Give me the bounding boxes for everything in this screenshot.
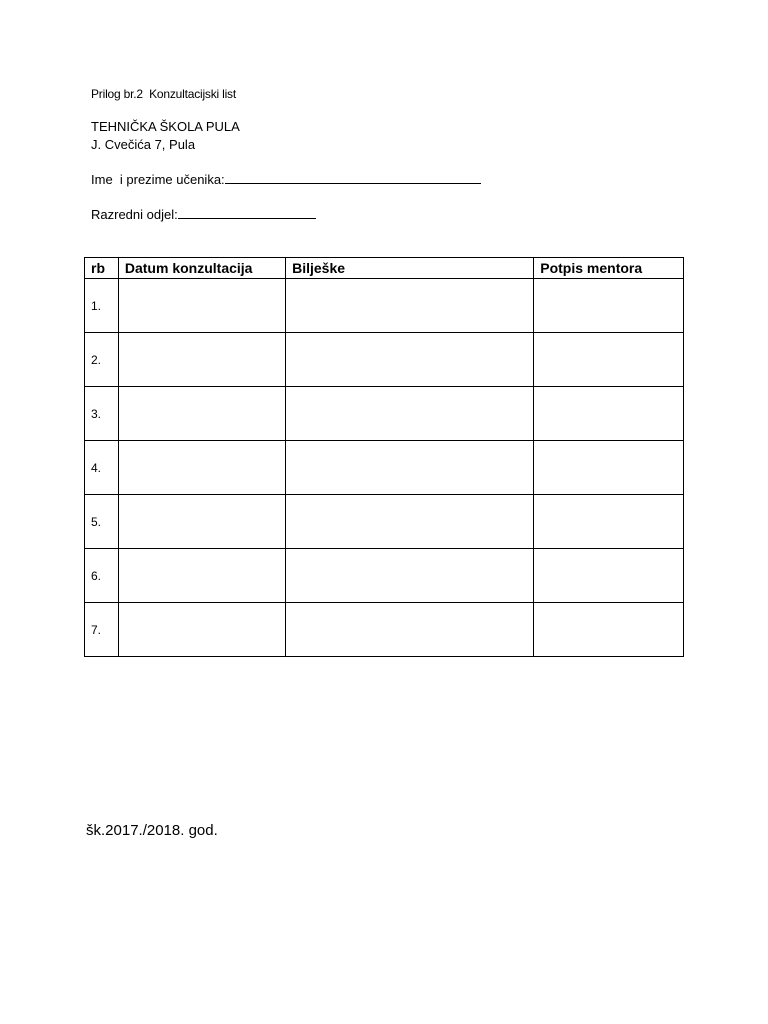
column-header-biljeske: Bilješke [286, 258, 534, 279]
cell-potpis[interactable] [534, 441, 684, 495]
cell-datum[interactable] [118, 333, 285, 387]
school-address: J. Cvečića 7, Pula [91, 137, 196, 152]
cell-potpis[interactable] [534, 279, 684, 333]
cell-biljeske[interactable] [286, 603, 534, 657]
table-row [85, 495, 684, 549]
class-field [91, 206, 316, 223]
student-name-field [91, 171, 481, 188]
table-header-row [85, 258, 684, 279]
cell-datum[interactable] [118, 549, 285, 603]
row-number: 1. [85, 279, 119, 333]
row-number: 4. [85, 441, 119, 495]
cell-datum[interactable] [118, 441, 285, 495]
table-row [85, 441, 684, 495]
table-row [85, 549, 684, 603]
row-number: 2. [85, 333, 119, 387]
table-row [85, 387, 684, 441]
class-blank[interactable] [178, 206, 316, 219]
student-name-blank[interactable] [225, 171, 481, 184]
column-header-potpis: Potpis mentora [534, 258, 684, 279]
table-row [85, 603, 684, 657]
column-header-rb: rb [85, 258, 119, 279]
row-number: 3. [85, 387, 119, 441]
cell-potpis[interactable] [534, 603, 684, 657]
cell-potpis[interactable] [534, 495, 684, 549]
cell-biljeske[interactable] [286, 549, 534, 603]
cell-datum[interactable] [118, 387, 285, 441]
consultation-table [84, 257, 684, 657]
row-number: 6. [85, 549, 119, 603]
cell-biljeske[interactable] [286, 333, 534, 387]
table-row [85, 333, 684, 387]
row-number: 5. [85, 495, 119, 549]
row-number: 7. [85, 603, 119, 657]
cell-biljeske[interactable] [286, 495, 534, 549]
cell-datum[interactable] [118, 279, 285, 333]
cell-biljeske[interactable] [286, 279, 534, 333]
school-year: šk.2017./2018. god. [86, 822, 218, 839]
cell-datum[interactable] [118, 495, 285, 549]
student-name-label: Ime i prezime učenika: [91, 172, 225, 187]
school-name: TEHNIČKA ŠKOLA PULA [91, 119, 240, 134]
cell-potpis[interactable] [534, 387, 684, 441]
column-header-datum: Datum konzultacija [118, 258, 285, 279]
table-row [85, 279, 684, 333]
cell-biljeske[interactable] [286, 441, 534, 495]
attachment-title: Prilog br.2 Konzultacijski list [91, 87, 236, 101]
class-label: Razredni odjel: [91, 207, 178, 222]
cell-potpis[interactable] [534, 333, 684, 387]
cell-biljeske[interactable] [286, 387, 534, 441]
cell-potpis[interactable] [534, 549, 684, 603]
cell-datum[interactable] [118, 603, 285, 657]
